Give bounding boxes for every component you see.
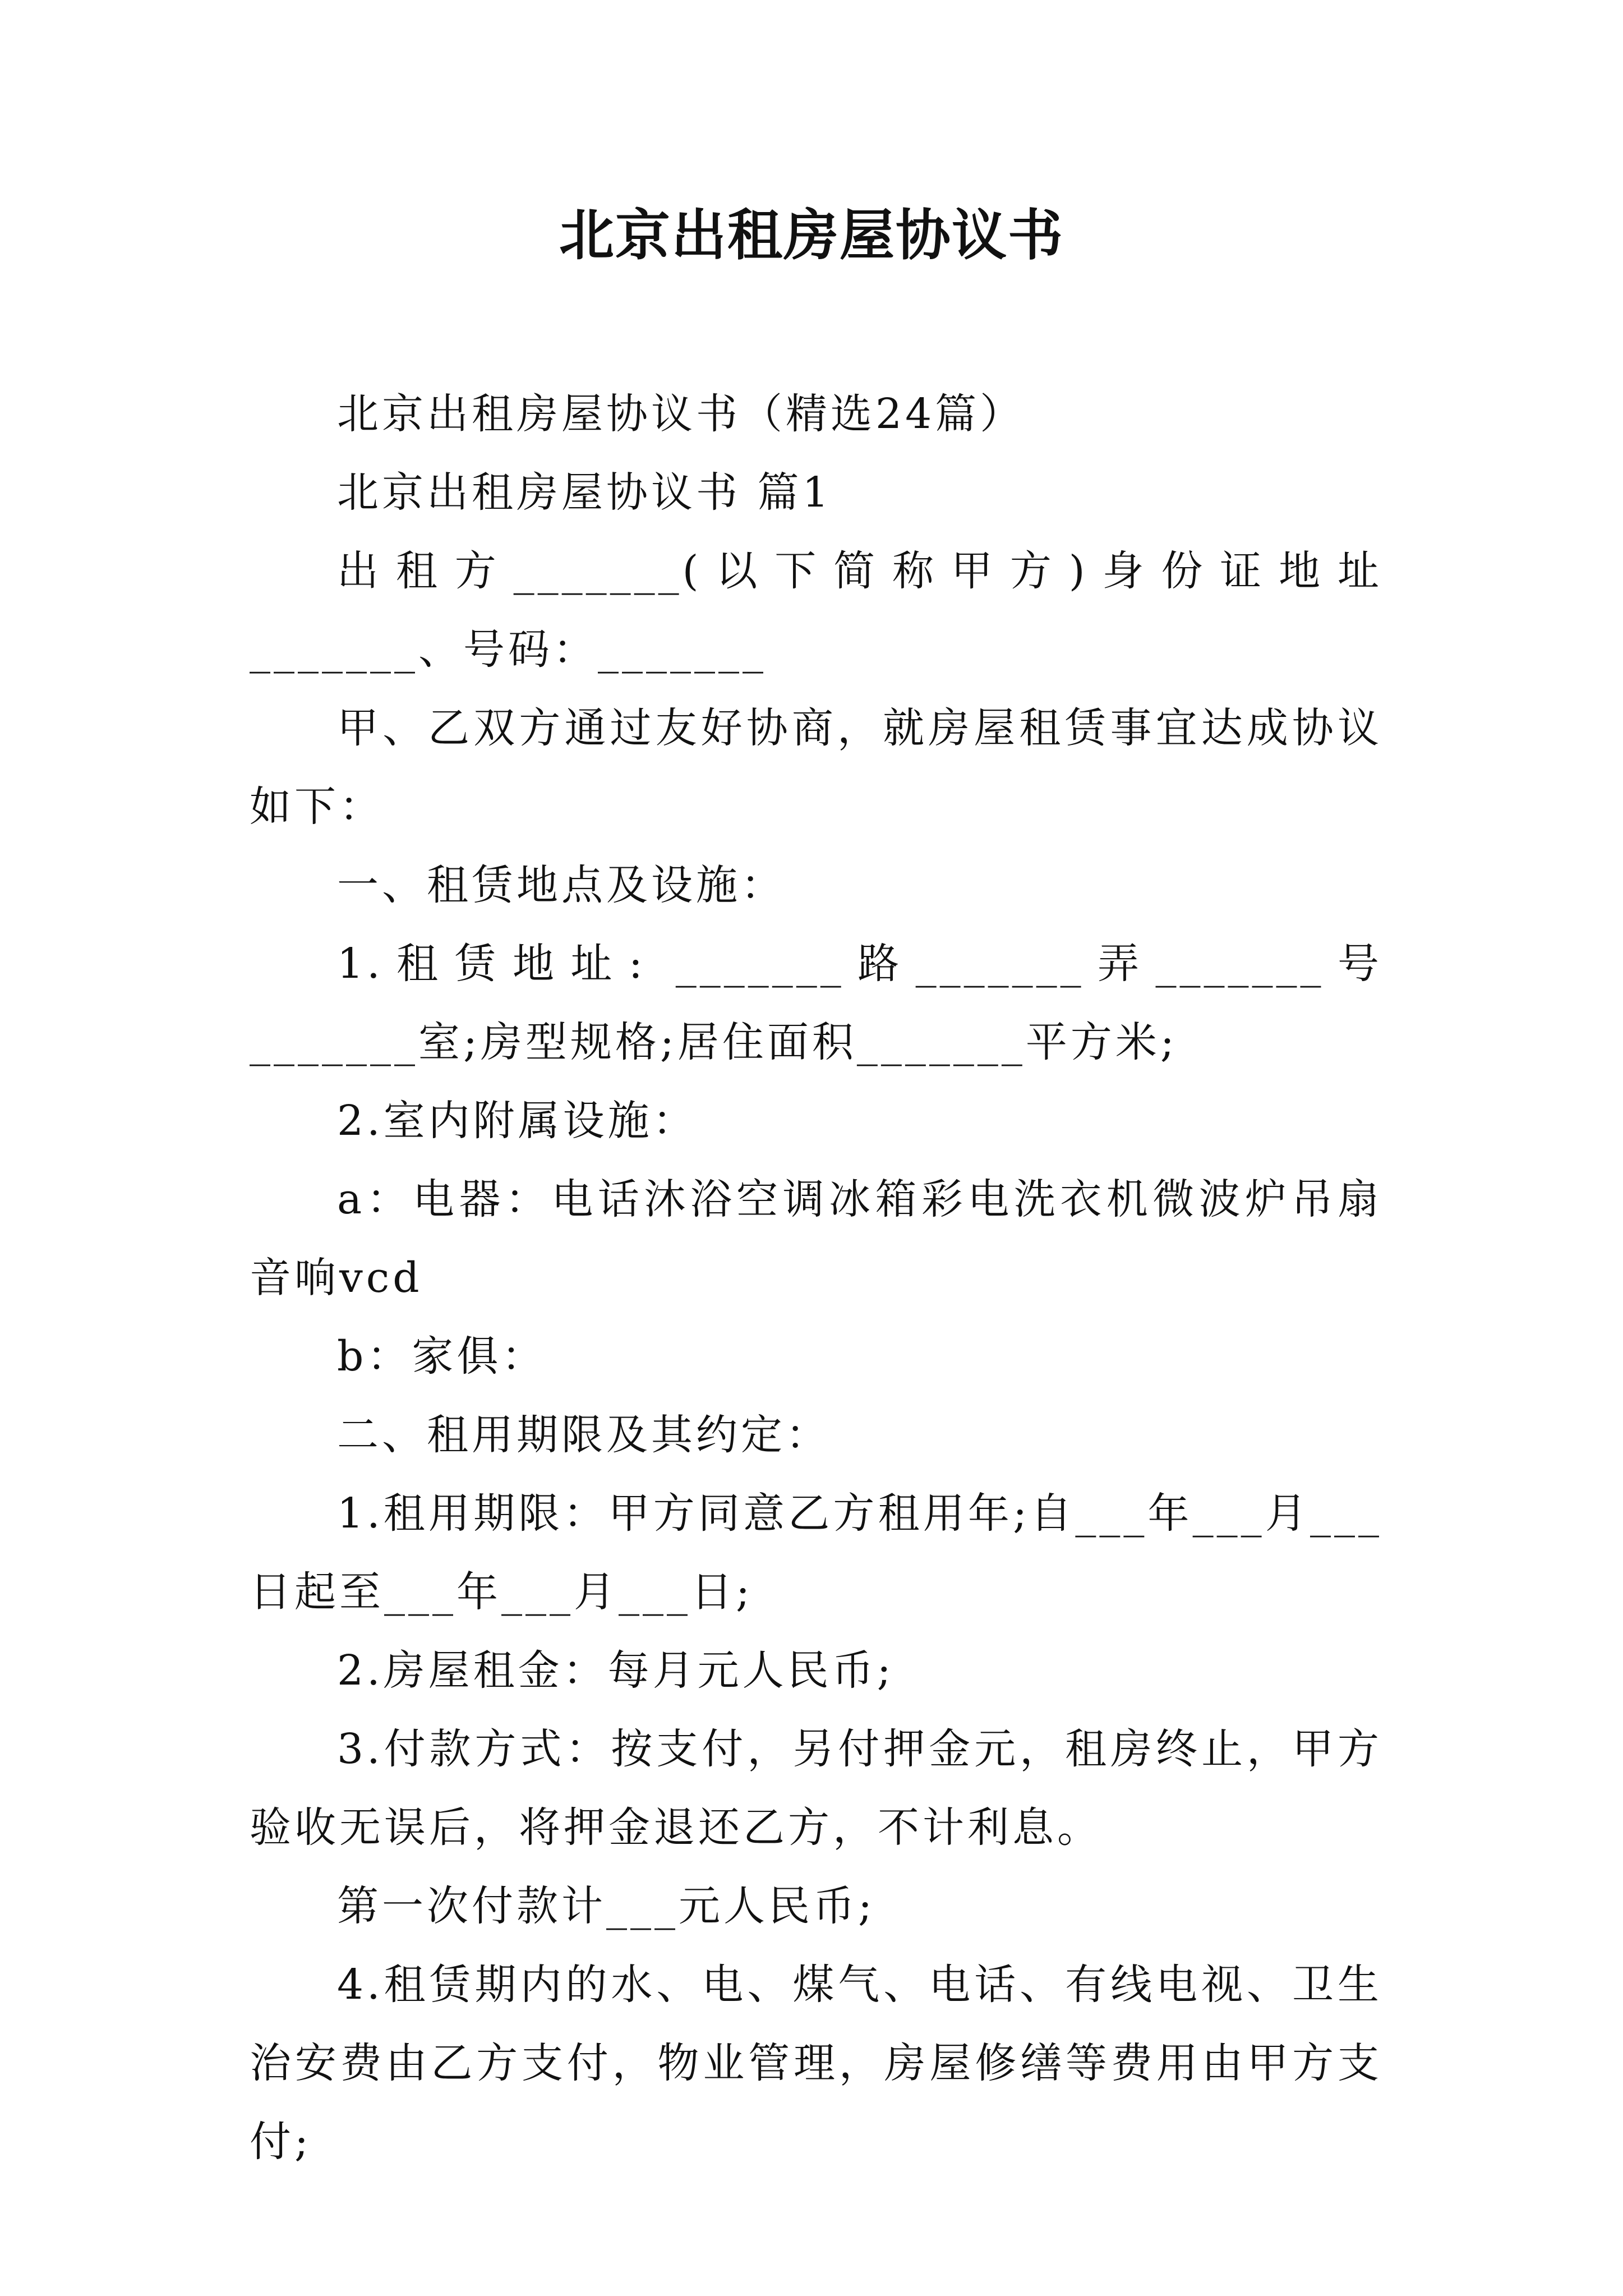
paragraph-clause-2-2: 2.房屋租金：每月元人民币;	[337, 1646, 895, 1695]
paragraph-section-heading: 北京出租房屋协议书 篇1	[337, 468, 832, 517]
document-body	[250, 375, 1382, 2181]
paragraph-clause-2-4: 4.租赁期内的水、电、煤气、电话、有线电视、卫生治安费由乙方支付，物业管理，房屋修缮等费用由甲方支付;	[250, 1961, 1382, 2166]
paragraph-clause-2-1: 1.租用期限：甲方同意乙方租用年;自___年___月___日起至___年___月___日;	[250, 1489, 1382, 1616]
paragraph-clause-2-heading: 二、租用期限及其约定：	[337, 1411, 831, 1459]
paragraph-clause-1-2: 2.室内附属设施：	[337, 1097, 698, 1145]
paragraph-subtitle: 北京出租房屋协议书（精选24篇）	[337, 390, 1025, 438]
paragraph-clause-1-heading: 一、租赁地点及设施：	[337, 861, 786, 909]
paragraph-clause-2-3: 3.付款方式：按支付，另付押金元，租房终止，甲方验收无误后，将押金退还乙方，不计利息。	[250, 1725, 1382, 1852]
paragraph-lessor: 出租方_______(以下简称甲方)身份证地址_______、号码：_______	[250, 547, 1382, 674]
paragraph-first-payment: 第一次付款计___元人民币;	[337, 1882, 875, 1930]
document-title: 北京出租房屋协议书	[559, 203, 1064, 268]
paragraph-clause-1-1: 1.租赁地址: _______路_______弄_______号_______室;房型规格;居住面积_______平方米;	[250, 940, 1382, 1066]
paragraph-agreement-intro: 甲、乙双方通过友好协商，就房屋租赁事宜达成协议如下：	[250, 704, 1382, 831]
paragraph-clause-1-2-b: b：家俱：	[337, 1332, 547, 1381]
paragraph-clause-1-2-a: a：电器：电话沐浴空调冰箱彩电洗衣机微波炉吊扇音响vcd	[250, 1175, 1382, 1302]
